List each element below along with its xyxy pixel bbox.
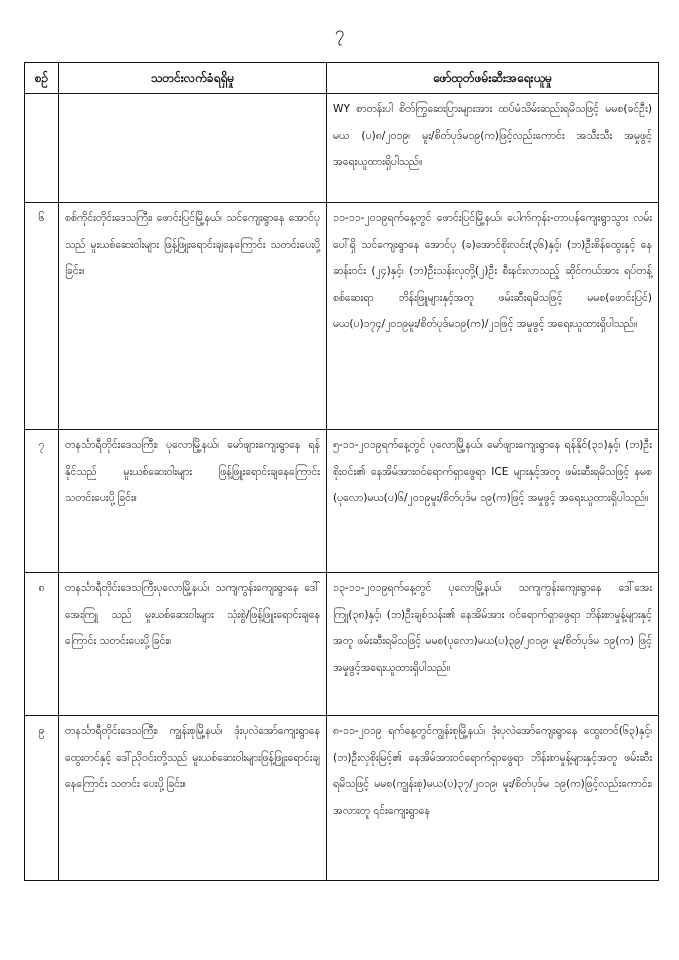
row-action: ၁၃-၁၁-၂၀၁၉ရက်နေ့တွင် ပုလောမြို့နယ်၊ သကျကွန်းကျေးရွာနေ ဒေါ်အေးကြူ(၃၈)နှင့်၊ (ဘ)ဦးချစ်သန်း၏ နေအိမ်အား ဝင်ရောက်ရှာဖွေရာ ဘိန်းစာမှုန့်များနှင့်အတူ ဖမ်းဆီးရမိသဖြင့် မမစ(ပုလော)မယ(ပ)၃၉/၂၀၁၉၊ မူး/စိတ်ပုဒ်မ ၁၉(က) ဖြင့်အမှုဖွင့်အရေးယူထားရှိပါသည်။: [327, 573, 659, 716]
table-row: [25, 430, 659, 573]
table-row: [25, 573, 659, 716]
row-serial-no: ၆: [25, 203, 59, 430]
row-serial-no: ၉: [25, 716, 59, 881]
row-serial-no: ၈: [25, 573, 59, 716]
report-table: [24, 62, 659, 881]
row-information: စစ်ကိုင်းတိုင်းဒေသကြီး၊ ဖောင်းပြင်မြို့နယ်၊ သင်ကျေးရွာနေ အောင်ပုသည် မူးယစ်ဆေးဝါးများ ဖြန့်ဖြူးရောင်းချနေကြောင်း သတင်းပေးပို့ခြင်း။: [59, 203, 327, 430]
row-information: တနင်္သာရီတိုင်းဒေသကြီး၊ ကျွန်းစုမြို့နယ်၊ ဒုံးပုလဲအော်ကျေးရွာနေ ထွေးတင်နှင့် ဒေါ်ညိုဝင်းတို့သည် မူးယစ်ဆေးဝါးများဖြန့်ဖြူးရောင်းချနေကြောင်း သတင်း ပေးပို့ခြင်း။: [59, 716, 327, 881]
header-information-received: သတင်းလက်ခံရရှိမှု: [59, 63, 327, 94]
table-row: [25, 94, 659, 203]
table-row: [25, 203, 659, 430]
page-number: ၇: [334, 23, 345, 43]
row-serial-no: [25, 94, 59, 203]
table-row: [25, 716, 659, 881]
row-information: တနင်္သာရီတိုင်းဒေသကြီးပုလောမြို့နယ်၊ သကျကွန်းကျေးရွာနေ ဒေါ်အေးကြူ သည် မူးယစ်ဆေးဝါးများ သုံးစွဲ/ဖြန့်ဖြူးရောင်းချနေကြောင်း သတင်းပေးပို့ခြင်း။: [59, 573, 327, 716]
row-action: WY စာတန်းပါ စိတ်ကြွဆေးပြားများအား ထပ်မံသိမ်းဆည်းရမိသဖြင့် မမစ(ခင်ဦး) မယ (ပ)၈/၂၀၁၉၊ မူး/စိတ်ပုဒ်မ၁၉(က)ဖြင့်လည်းကောင်း အသီးသီး အမှုဖွင့် အရေးယူထားရှိပါသည်။: [327, 94, 659, 203]
table-header-row: [25, 63, 659, 94]
row-information: တနင်္သာရီတိုင်းဒေသကြီး၊ ပုလောမြို့နယ်၊ မော်ဖျားကျေးရွာနေ ရန်နိုင်သည် မူးယစ်ဆေးဝါးများ ဖြန့်ဖြူးရောင်းချနေကြောင်း သတင်းပေးပို့ခြင်း။: [59, 430, 327, 573]
row-action: ၈-၁၁-၂၀၁၉ ရက်နေ့တွင်ကျွန်းစုမြို့နယ်၊ ဒုံးပုလဲအော်ကျေးရွာနေ ထွေးတင်(၆၃)နှင့်၊ (ဘ)ဦးလှစိုးမြင့်၏ နေအိမ်အားဝင်ရောက်ရှာဖွေရာ ဘိန်းစာမှုန့်များနှင့်အတူ ဖမ်းဆီးရမိသဖြင့် မမစ(ကျွန်းစု)မယ(ပ)၃၇/၂၀၁၉၊ မူး/စိတ်ပုဒ်မ ၁၉(က)ဖြင့်လည်းကောင်း၊ အလားတူ ၎င်းကျေးရွာနေ: [327, 716, 659, 881]
row-information: [59, 94, 327, 203]
header-action-taken: ဖော်ထုတ်ဖမ်းဆီးအရေးယူမှု: [327, 63, 659, 94]
row-serial-no: ၇: [25, 430, 59, 573]
header-serial-no: စဉ်: [25, 63, 59, 94]
row-action: ၅-၁၁-၂၀၁၉ရက်နေ့တွင် ပုလောမြို့နယ်၊ မော်ဖျားကျေးရွာနေ ရန်နိုင်(၃၁)နှင့်၊ (ဘ)ဦးစိုးဝင်း၏ နေအိမ်အားဝင်ရောက်ရှာဖွေရာ ICE များနှင့်အတူ ဖမ်းဆီးရမိသဖြင့် နမစ (ပုလော)မယ(ပ)၆/၂၀၁၉မူး/စိတ်ပုဒ်မ ၁၉(က)ဖြင့် အမှုဖွင့် အရေးယူထားရှိပါသည်။: [327, 430, 659, 573]
row-action: ၁၁-၁၁-၂၀၁၉ရက်နေ့တွင် ဖောင်းပြင်မြို့နယ်၊ ပေါက်ကုန်း-တာပန်ကျေးရွာသွား လမ်းပေါ်ရှိ သင်ကျေးရွာနေ အောင်ပု (ခ)အောင်စိုးလင်း(၃၆)နှင့်၊ (ဘ)ဦးစိန်ထွေးနှင့် နေဆန်းဝင်း (၂၄)နှင့်၊ (ဘ)ဦးသန်းလှတို့(၂)ဦး စီးနင်းလာသည့် ဆိုင်ကယ်အား ရပ်တန့်စစ်ဆေးရာ ဘိန်းဖြူများနှင့်အတူ ဖမ်းဆီးရမိသဖြင့် မမစ(ဖောင်းပြင်) မယ(ပ)၁၇၄/၂၀၁၉မူး/စိတ်ပုဒ်မ၁၉(က)/၂၁ဖြင့် အမှုဖွင့် အရေးယူထားရှိပါသည်။: [327, 203, 659, 430]
